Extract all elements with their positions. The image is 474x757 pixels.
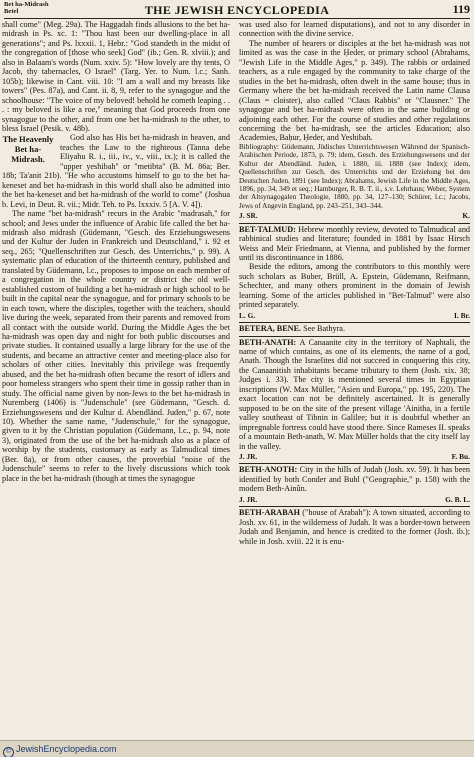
- paragraph: was used also for learned disputations), and not to any disorder in connection with the divine service.: [239, 20, 470, 39]
- page-number: 119: [452, 2, 470, 16]
- signature-line: [239, 211, 470, 220]
- running-head-line-2: Betel: [4, 8, 19, 16]
- divider: [239, 322, 470, 323]
- signature-line: [239, 452, 470, 461]
- footer-link-text: JewishEncyclopedia.com: [16, 744, 117, 754]
- entry-heading: BETERA, BENE.: [239, 324, 302, 334]
- margin-note-heavenly-bet-ha-midrash: The Heavenly Bet ha-Midrash.: [2, 134, 54, 165]
- running-head-line-1: Bet ha-Midrash: [4, 1, 49, 8]
- author-initials: K.: [462, 211, 470, 221]
- divider: [239, 223, 470, 224]
- author-initials: I. Br.: [454, 310, 470, 320]
- entry-text: City in the hills of Judah (Josh. xv. 59). It has been identified by both Conder and Buhl ("Geographie," p. 158) with the modern Beth-Ainûn.: [239, 465, 470, 494]
- signature-initials: L. G.: [239, 310, 256, 320]
- entry-text: ("house of Arabah"): A town situated, according to Josh. xv. 61, in the wilderness of Judah. It was a border-town between Judah and Benjamin, and hence is credited to the former (Josh. ib.); while in Josh. xviii. 22 it is enu-: [239, 508, 470, 546]
- left-column: [2, 20, 230, 732]
- entry-heading: BET-TALMUD:: [239, 224, 296, 234]
- entry-betera-bene: [239, 324, 470, 333]
- signature-initials: J. SR.: [239, 211, 258, 221]
- signature-initials: J. JR.: [239, 494, 258, 504]
- entry-heading: BETH-ANOTH:: [239, 465, 298, 475]
- signature-initials: J. JR.: [239, 452, 258, 462]
- entry-bet-talmud: [239, 225, 470, 263]
- right-column: [239, 20, 470, 732]
- page-header: [4, 1, 470, 19]
- divider: [239, 506, 470, 507]
- page-title: THE JEWISH ENCYCLOPEDIA: [144, 3, 330, 17]
- author-initials: F. Bu.: [451, 452, 470, 462]
- site-footer: [0, 740, 474, 757]
- paragraph-text: God also has His bet ha-midrash in heaven, and teaches the Law to the righteous (Tanna debe Eliyahu R. i., iii., iv., v., viii., ix.); it is called the "upper yeshibah" or "metibta" (B. M. 86a; Ber. 18b; Ta'anit 21b). "He who accustoms himself to go to the bet ha-keneset and bet ha-midrash in this world shall also be admitted into the bet ha-keneset and bet ha-midrash of the world to come" (Joshua b. Levi, in Deut. R. vii.; Midr. Teh. to Ps. lxxxiv. 5 [A. V. 4]).: [2, 133, 230, 209]
- copyright-icon: ©: [3, 747, 14, 757]
- entry-text: See Bathyra.: [303, 324, 345, 334]
- divider: [239, 336, 470, 337]
- signature-line: [239, 311, 470, 320]
- entry-beth-arabah: [239, 508, 470, 546]
- entry-beth-anath: [239, 338, 470, 451]
- paragraph: The name "bet ha-midrash" recurs in the Arabic "madrasah," for school; and Jews under the influence of Arabic life called the bet ha-midrash also midrash (Güdemann, "Gesch. des Erziehungswesens und der Kultur der Juden in Frankreich und Deutschland," i. 92 et seq., 265; "Quellenschriften zur Gesch. des Unterrichts," p. 99). A systematic plan of education of the thirteenth century, published and translated by Güdemann, l.c., proposes to impose on each member of a congregation in the whole country or district the old well-established custom of building a bet ha-midrash or high school to be built in the capital near the synagogue, and for primary schools to be in each town, where the disciples, together with the teachers, should live during the week, separated from their parents and removed from all contact with the outside world. During the Middle Ages the bet ha-midrash was open day and night for both public discourses and private studies. It contained usually a large library for the use of the students, and became an attractive center and meeting-place also for scholars of other cities. Inevitably this privilege was frequently abused, and the bet ha-midrash often became the resort of idlers and poor homeless strangers who spent their time in gossip rather than in study. The official name given by non-Jews to the bet ha-midrash in Nuremberg (1406) is "Judenschule" (see Güdemann, "Gesch. d. Erziehungswesens und der Kultur d. Abendländ. Juden," p. 67, note 10). Whether the same name, "Judenschule," for the synagogue, given to it by the Christian population (Güdemann, l.c., p. 94, note 3), originated from the use of the bet ha-midrash also as a place of worship by the students, customary as early as Talmudical times (Ber. 8a), or from other causes, the proverbial "noise of the Judenschule" seems to refer to the lively discussions which took place in the bet ha-midrash (though at times the synagogue: [2, 209, 230, 483]
- paragraph: Beside the editors, among the contributors to this monthly were such scholars as Buber, Brüll, A. Epstein, Güdemann, Reifmann, Schechter, and many others prominent in the domain of Jewish learning. Some of the articles published in "Bet-Talmud" were also printed separately.: [239, 262, 470, 310]
- divider: [239, 463, 470, 464]
- paragraph: shall come" (Meg. 29a). The Haggadah finds allusions to the bet ha-midrash in Ps. xc. 1: "Thou hast been our dwelling-place in all generations"; and Ps. lxxxii. 1, Hebr.: "God standeth in the midst of the congregation of [those who seek] God" (ib.; Gen. R. xlviii.); and also in Balaam's words (Num. xxiv. 5): "How lovely are thy tents, O Jacob, thy tabernacles, O Israel" (Targ. Yer. to Num. l.c.; Sanh. 105b); likewise in Cant. viii. 10: "I am a wall and my breasts like towers" (Pes. 87a), and Cant. ii. 8, 9, refer to the synagogue and the schoolhouse: "The voice of my beloved! behold he cometh leaping . . . : my beloved is like a roe," meaning that God proceeds from one synagogue to the other, and from one bet ha-midrash to the other, to bless Israel (Pesik. v. 48b).: [2, 20, 230, 133]
- entry-text: A Canaanite city in the territory of Naphtali, the name of which contains, as one of its elements, the name of a god, Anath. Though the Israelites did not succeed in conquering this city, the Canaanitish inhabitants became tributary to them (Josh. xix. 38; Judges i. 33). The city is mentioned several times in Egyptian inscriptions (W. Max Müller, "Asien und Europa," pp. 195, 220). The exact location can not be definitely ascertained. It is generally supposed to be on the site of the present village 'Ainitha, in a fertile valley southeast of Tibnin in Galilee; but it is doubtful whether an impregnable fortress could have stood there. Since Rameses II. speaks of a mountain Beth-anath, W. Max Müller holds that the city itself lay in the valley.: [239, 337, 470, 451]
- entry-text: Hebrew monthly review, devoted to Talmudical and rabbinical studies and literature; founded in 1881 by Isaac Hirsch Weiss and Meïr Friedmann, at Vienna, and published by the former until its discontinuance in 1886.: [239, 224, 470, 262]
- entry-heading: BETH-ARABAH: [239, 508, 300, 518]
- author-initials: G. B. L.: [445, 494, 470, 504]
- paragraph: The number of hearers or disciples at the bet ha-midrash was not limited as was the case in the Ḥeder, or primary school (Abrahams, "Jewish Life in the Middle Ages," p. 349). The rabbis or ordained teachers, as a rule engaged by the community to take charge of the studies in the bet ha-midrash, often dwelt in the same house; thus in Germany where the bet ha-midrash received the Latin name Clausa (Claus = cloister), also called "Claus Rabbis" or "Clausner." The synagogue and bet ha-midrash were often in the same building or adjoining each other. For the course of studies and other regulations concerning the bet ha-midrash, see the articles Education; also Academies, Baḥur, Ḥeder, and Yeshibah.: [239, 38, 470, 143]
- signature-line: [239, 495, 470, 504]
- jewish-encyclopedia-link[interactable]: [3, 744, 117, 757]
- entry-heading: BETH-ANATH:: [239, 337, 297, 347]
- paragraph-heavenly: [2, 133, 230, 209]
- bibliography: Bibliography: Güdemann, Jüdisches Unterrichtswesen Während der Spanisch-Arabischen Periode, 1873, p. 79; idem, Gesch. des Erziehungswesens und der Kultur der Abendländ. Juden, i. 1880, iii. 1888 (see Index); idem, Quellenschriften zur Gesch. des Unterrichts und der Erziehung bei den Deutschen Juden, 1891 (see Index); Abrahams, Jewish Life in the Middle Ages, 1896, pp. 34, 349 et seq.; Hamburger, R. B. T. ii., s.v. Lehrhaus; Weber, System der Altsynagogalen Theologie, 1880, pp. 34, 127–130; Schürer, l.c.; Jacobs, Jews of Angevin England, pp. 243–251, 343–344.: [239, 142, 470, 210]
- entry-beth-anoth: [239, 465, 470, 493]
